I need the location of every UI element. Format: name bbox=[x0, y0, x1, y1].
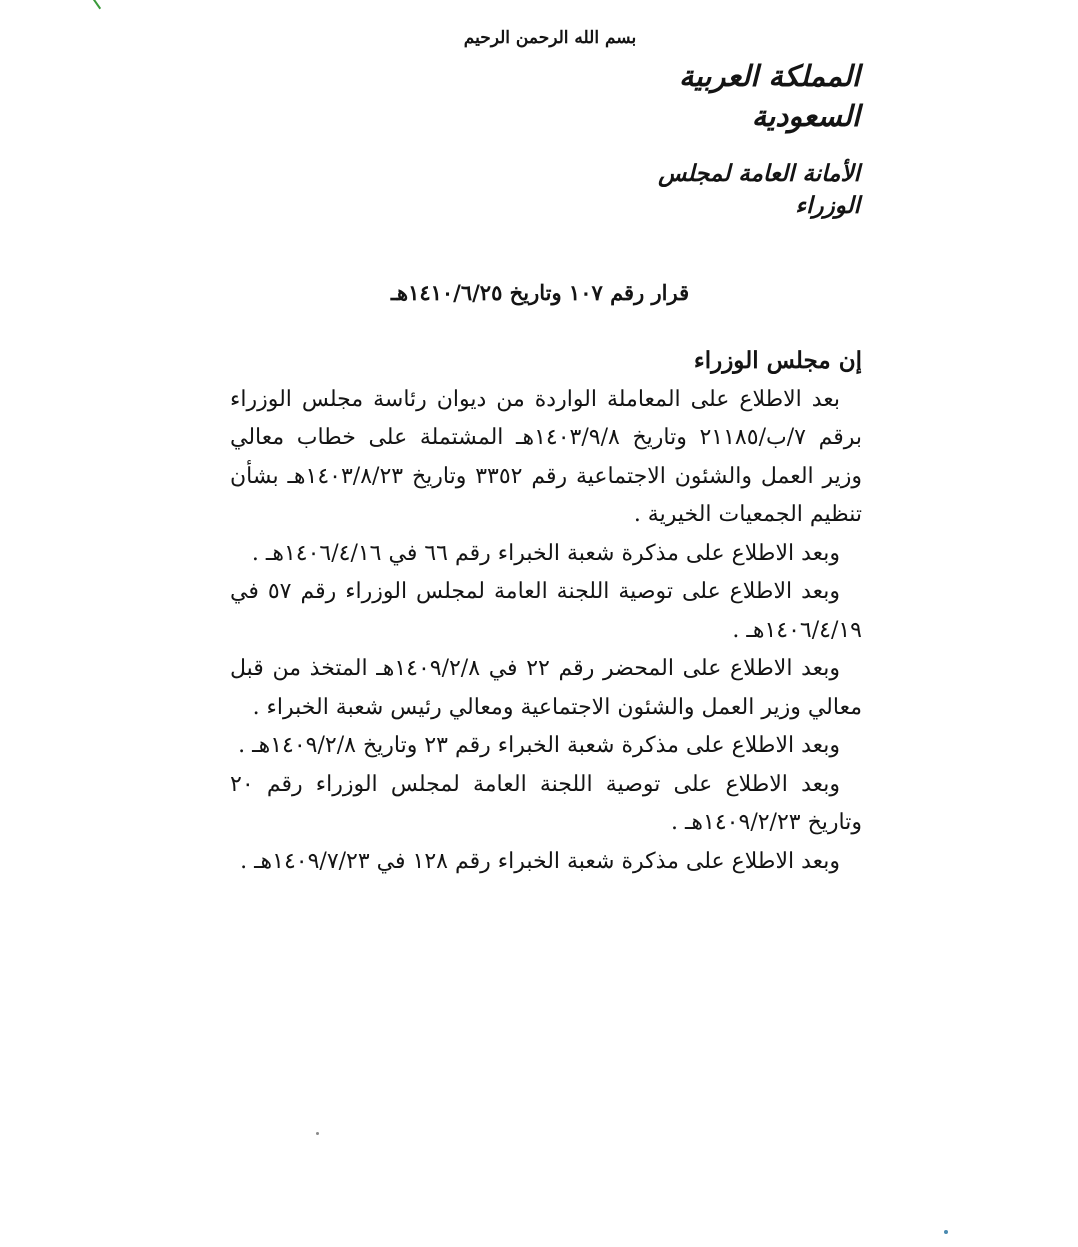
paragraph: بعد الاطلاع على المعاملة الواردة من ديوان رئاسة مجلس الوزراء برقم ٧/ب/٢١١٨٥ وتاريخ ١٤٠٣/٩/٨هـ المشتملة على خطاب معالي وزير العمل والشئون الاجتماعية رقم ٣٣٥٢ وتاريخ ١٤٠٣/٨/٢٣هـ بشأن تنظيم الجمعيات الخيرية . bbox=[230, 386, 863, 527]
paragraph: وبعد الاطلاع على مذكرة شعبة الخبراء رقم ٢٣ وتاريخ ١٤٠٩/٢/٨هـ . bbox=[238, 733, 840, 758]
decision-body bbox=[230, 342, 862, 881]
basmala: بسم الله الرحمن الرحيم bbox=[463, 28, 637, 48]
paragraph: وبعد الاطلاع على توصية اللجنة العامة لمجلس الوزراء رقم ٢٠ وتاريخ ١٤٠٩/٢/٢٣هـ . bbox=[230, 771, 862, 835]
decision-title: قرار رقم ١٠٧ وتاريخ ١٤١٠/٦/٢٥هـ bbox=[390, 280, 690, 305]
paragraph: وبعد الاطلاع على المحضر رقم ٢٢ في ١٤٠٩/٢/٨هـ المتخذ من قبل معالي وزير العمل والشئون الاجتماعية ومعالي رئيس شعبة الخبراء . bbox=[230, 656, 862, 720]
corner-mark bbox=[91, 0, 112, 9]
council-heading: إن مجلس الوزراء bbox=[693, 347, 862, 374]
scan-speck bbox=[316, 1132, 319, 1135]
kingdom-name: المملكة العربية السعودية bbox=[679, 59, 860, 133]
paragraph: وبعد الاطلاع على مذكرة شعبة الخبراء رقم ٦٦ في ١٤٠٦/٤/١٦هـ . bbox=[251, 540, 840, 566]
paragraph: وبعد الاطلاع على مذكرة شعبة الخبراء رقم ١٢٨ في ١٤٠٩/٧/٢٣هـ . bbox=[240, 848, 840, 874]
secretariat-name: الأمانة العامة لمجلس الوزراء bbox=[658, 160, 860, 219]
letterhead bbox=[600, 56, 860, 222]
scan-speck bbox=[944, 1230, 948, 1234]
paragraph: وبعد الاطلاع على توصية اللجنة العامة لمجلس الوزراء رقم ٥٧ في ١٤٠٦/٤/١٩هـ . bbox=[230, 579, 862, 643]
